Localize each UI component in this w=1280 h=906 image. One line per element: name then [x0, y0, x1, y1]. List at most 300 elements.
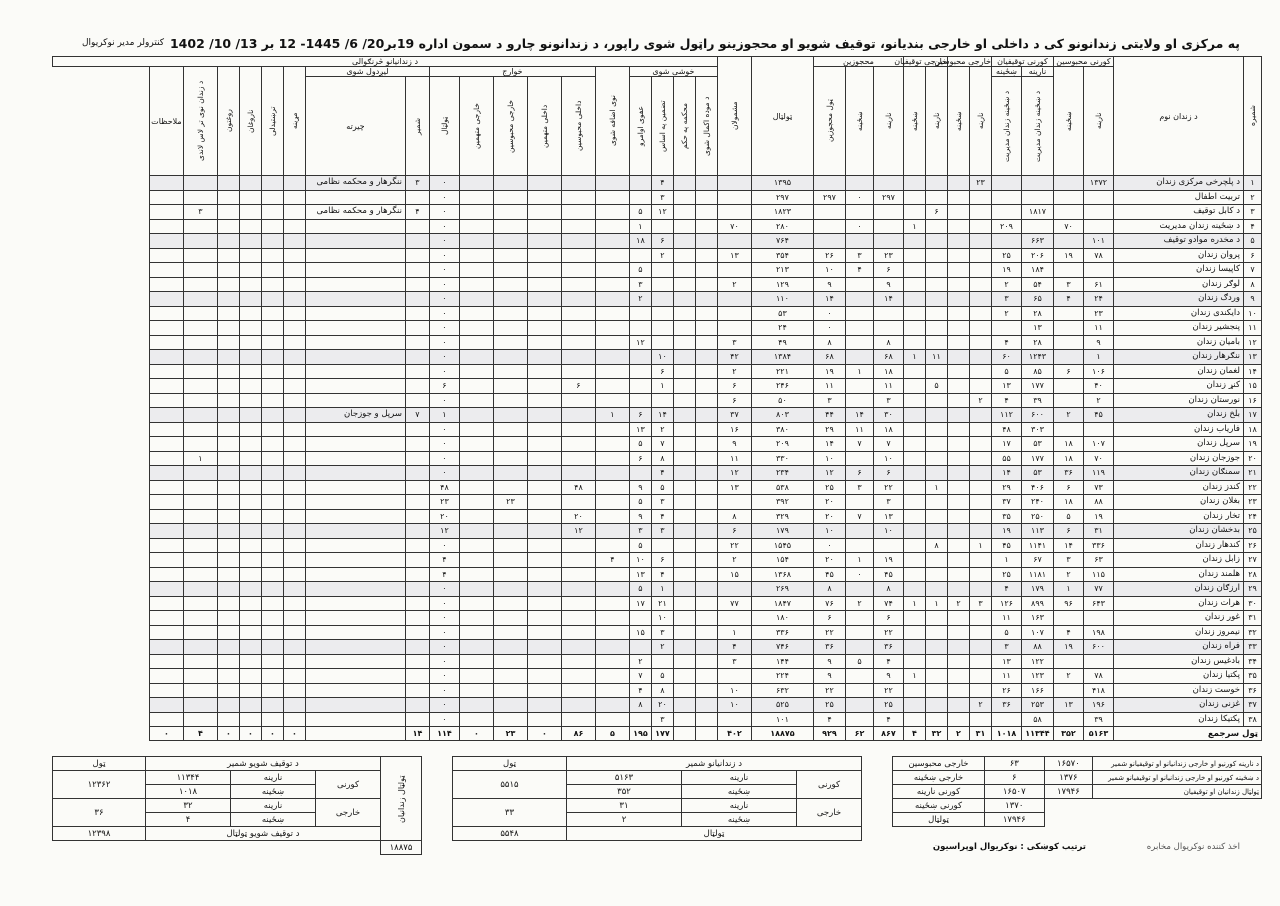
- cell-d: [283, 176, 305, 191]
- cell-fdm: [925, 263, 947, 278]
- cell-e2: [527, 190, 561, 205]
- cell-no: [149, 669, 183, 684]
- table-row: [53, 553, 1262, 568]
- cell-mas: ۱۱: [717, 451, 751, 466]
- cell-r1: [695, 683, 717, 698]
- cell-si: [239, 669, 261, 684]
- cell-fpw: [947, 466, 969, 481]
- cell-si: [239, 712, 261, 727]
- cell-e1: [561, 234, 595, 249]
- cell-si: [239, 625, 261, 640]
- cell-ddw: ۲۶: [991, 683, 1021, 698]
- cell-mw: ۷: [845, 509, 873, 524]
- cell-nm: [183, 698, 217, 713]
- cell-fdw: [903, 176, 925, 191]
- cell-r4: ۵: [629, 437, 651, 452]
- cell-r4: [629, 190, 651, 205]
- total-nm: ۴: [183, 727, 217, 741]
- cell-d: [283, 495, 305, 510]
- cell-new: [595, 234, 629, 249]
- cell-ddw: ۱۳: [991, 379, 1021, 394]
- right-domestic-label: کورنی: [316, 771, 381, 799]
- cell-n: ۱۷: [1244, 408, 1262, 423]
- cell-fpw: [947, 408, 969, 423]
- cell-tot: ۳۹۲: [751, 495, 813, 510]
- cell-ddm: ۱۷۹: [1021, 582, 1053, 597]
- cell-fdm: [925, 248, 947, 263]
- cell-r4: [629, 350, 651, 365]
- cell-mm: [873, 321, 903, 336]
- exit-dom-prisoners-header: داخلی محبوسین: [561, 77, 595, 176]
- cell-nm: [183, 350, 217, 365]
- cell-e4: [459, 625, 493, 640]
- cell-mas: [717, 234, 751, 249]
- cell-name: کاپیسا زندان: [1114, 263, 1244, 278]
- cell-r4: ۸: [629, 698, 651, 713]
- cell-n: ۱۰: [1244, 306, 1262, 321]
- cell-dw: ۲: [1053, 567, 1083, 582]
- cell-mt: ۲۶: [813, 248, 845, 263]
- cell-tc: [405, 683, 429, 698]
- total-d: ۰: [283, 727, 305, 741]
- cell-e1: [561, 364, 595, 379]
- cell-r3: ۲: [651, 422, 673, 437]
- cell-ho: [217, 698, 239, 713]
- cell-es: [261, 277, 283, 292]
- cell-fpm: [969, 437, 991, 452]
- cell-fpw: [947, 567, 969, 582]
- release-amnesty-header: عفوی اوامرو: [629, 77, 651, 176]
- cell-tc: [405, 495, 429, 510]
- cell-r3: [651, 306, 673, 321]
- cell-fdm: [925, 553, 947, 568]
- cell-ho: [217, 712, 239, 727]
- cell-r3: ۳: [651, 495, 673, 510]
- cell-mw: ۰: [845, 219, 873, 234]
- mid-foreign-total: ۳۳: [453, 799, 567, 827]
- cell-e2: [527, 350, 561, 365]
- cell-et: ۲۳: [429, 495, 459, 510]
- cell-mw: ۲: [845, 596, 873, 611]
- cell-et: ۰: [429, 640, 459, 655]
- cell-tc: [405, 640, 429, 655]
- cell-e2: [527, 553, 561, 568]
- cell-tw: [305, 640, 405, 655]
- cell-e4: [459, 176, 493, 191]
- table-row: [53, 596, 1262, 611]
- cell-es: [261, 582, 283, 597]
- cell-et: ۰: [429, 335, 459, 350]
- transferred-header: لیږدول شوی: [305, 67, 429, 77]
- cell-e4: [459, 567, 493, 582]
- cell-fpm: [969, 350, 991, 365]
- cell-fpw: [947, 640, 969, 655]
- cell-new: [595, 364, 629, 379]
- cell-name: لغمان زندان: [1114, 364, 1244, 379]
- cell-r3: ۸: [651, 683, 673, 698]
- cell-tw: [305, 379, 405, 394]
- right-domestic-men-value: ۱۱۳۴۴: [146, 771, 231, 785]
- cell-es: [261, 596, 283, 611]
- cell-et: ۰: [429, 437, 459, 452]
- cell-ddm: ۲۵۰: [1021, 509, 1053, 524]
- cell-e2: [527, 466, 561, 481]
- cell-e4: [459, 234, 493, 249]
- cell-si: [239, 582, 261, 597]
- cell-fdw: [903, 234, 925, 249]
- cell-mw: [845, 538, 873, 553]
- cell-fdw: [903, 640, 925, 655]
- cell-tc: [405, 698, 429, 713]
- cell-e4: [459, 292, 493, 307]
- cell-ho: [217, 321, 239, 336]
- cell-e1: [561, 248, 595, 263]
- cell-mm: ۶: [873, 466, 903, 481]
- new-month-header: د زندان نوی تر لاس لاندی: [183, 67, 217, 176]
- cell-e4: [459, 393, 493, 408]
- cell-mm: ۱۹: [873, 553, 903, 568]
- cell-e4: [459, 538, 493, 553]
- cell-fdm: ۱۱: [925, 350, 947, 365]
- cell-ddm: [1021, 190, 1053, 205]
- cell-new: [595, 567, 629, 582]
- cell-tw: [305, 683, 405, 698]
- cell-e4: [459, 364, 493, 379]
- table-row: [53, 364, 1262, 379]
- cell-ddm: [1021, 176, 1053, 191]
- cell-no: [149, 408, 183, 423]
- cell-e4: [459, 524, 493, 539]
- cell-name: زابل زندان: [1114, 553, 1244, 568]
- cell-n: ۱۹: [1244, 437, 1262, 452]
- cell-fdw: [903, 393, 925, 408]
- cell-e2: [527, 625, 561, 640]
- cell-r3: [651, 219, 673, 234]
- cell-e1: [561, 393, 595, 408]
- cell-r1: [695, 524, 717, 539]
- cell-tw: [305, 263, 405, 278]
- release-court-header: محکمه په حکم: [673, 77, 695, 176]
- cell-r1: [695, 292, 717, 307]
- cell-mm: ۳۰: [873, 408, 903, 423]
- cell-r4: [629, 611, 651, 626]
- cell-mm: ۳: [873, 495, 903, 510]
- cell-mas: ۳۷: [717, 408, 751, 423]
- total-new: ۵: [595, 727, 629, 741]
- cell-ddw: ۲: [991, 306, 1021, 321]
- cell-mw: ۱۴: [845, 408, 873, 423]
- cell-mas: [717, 205, 751, 220]
- cell-new: [595, 640, 629, 655]
- cell-e1: [561, 596, 595, 611]
- detainees-count-total-header: ټول: [53, 757, 146, 771]
- total-dw: ۳۵۲: [1053, 727, 1083, 741]
- cell-mt: ۳: [813, 393, 845, 408]
- cell-e3: [493, 234, 527, 249]
- cell-tw: [305, 335, 405, 350]
- cell-ho: [217, 683, 239, 698]
- cell-fpw: [947, 654, 969, 669]
- cell-ddw: ۵: [991, 364, 1021, 379]
- cell-r2: [673, 335, 695, 350]
- cell-dm: ۷۳: [1084, 480, 1114, 495]
- cell-ddw: ۱۱۲: [991, 408, 1021, 423]
- cell-e4: [459, 437, 493, 452]
- cell-ddm: ۲۸: [1021, 306, 1053, 321]
- cell-fdm: [925, 321, 947, 336]
- hospital-header: روغتون: [217, 67, 239, 176]
- cell-tot: ۱۷۹: [751, 524, 813, 539]
- cell-e1: [561, 669, 595, 684]
- cell-nm: [183, 509, 217, 524]
- cell-tot: ۱۵۴۵: [751, 538, 813, 553]
- cell-new: [595, 451, 629, 466]
- cell-dw: ۶: [1053, 364, 1083, 379]
- cell-tot: ۱۲۹: [751, 277, 813, 292]
- cell-mw: [845, 234, 873, 249]
- cell-e4: [459, 596, 493, 611]
- cell-e3: [493, 538, 527, 553]
- prisoners-count-header: د زندانیانو شمیر: [567, 757, 862, 771]
- cell-es: [261, 712, 283, 727]
- cell-r4: ۵: [629, 205, 651, 220]
- cell-name: تخار زندان: [1114, 509, 1244, 524]
- cell-mt: ۱۰: [813, 263, 845, 278]
- cell-es: [261, 625, 283, 640]
- cell-dm: [1084, 205, 1114, 220]
- cell-no: [149, 277, 183, 292]
- cell-name: پنجشیر زندان: [1114, 321, 1244, 336]
- cell-e4: [459, 306, 493, 321]
- cell-r2: [673, 509, 695, 524]
- cell-d: [283, 683, 305, 698]
- cell-mas: ۴: [717, 640, 751, 655]
- cell-si: [239, 611, 261, 626]
- cell-mw: [845, 292, 873, 307]
- cell-mm: [873, 176, 903, 191]
- cell-r4: ۱۸: [629, 234, 651, 249]
- cell-ho: [217, 567, 239, 582]
- cell-r3: [651, 335, 673, 350]
- cell-r1: [695, 698, 717, 713]
- cell-fpm: [969, 292, 991, 307]
- cell-dm: ۳۱: [1084, 524, 1114, 539]
- cell-e1: [561, 422, 595, 437]
- cell-nm: [183, 611, 217, 626]
- cell-fdm: [925, 509, 947, 524]
- cell-d: [283, 379, 305, 394]
- cell-name: کندهار زندان: [1114, 538, 1244, 553]
- cell-mm: ۷۴: [873, 596, 903, 611]
- cell-es: [261, 364, 283, 379]
- cell-es: [261, 654, 283, 669]
- cell-fdm: ۵: [925, 379, 947, 394]
- cell-et: ۰: [429, 393, 459, 408]
- cell-si: [239, 379, 261, 394]
- cell-e3: [493, 350, 527, 365]
- table-row: [53, 509, 1262, 524]
- cell-ho: [217, 408, 239, 423]
- total-r4: ۱۹۵: [629, 727, 651, 741]
- cell-et: ۱: [429, 408, 459, 423]
- cell-ddm: ۲۸: [1021, 335, 1053, 350]
- cell-fpw: ۲: [947, 596, 969, 611]
- cell-mas: ۹: [717, 437, 751, 452]
- cell-fpm: [969, 321, 991, 336]
- cell-tw: [305, 190, 405, 205]
- cell-tot: ۵۰: [751, 393, 813, 408]
- cell-r4: ۱۵: [629, 625, 651, 640]
- cell-si: [239, 248, 261, 263]
- cell-et: ۰: [429, 306, 459, 321]
- cell-tw: [305, 553, 405, 568]
- dd-women-sub-header: د ښځینه زندان مدیریت: [991, 77, 1021, 176]
- cell-name: نیمروز زندان: [1114, 625, 1244, 640]
- cell-fpw: [947, 277, 969, 292]
- cell-tw: [305, 234, 405, 249]
- cell-fpm: [969, 712, 991, 727]
- cell-mw: [845, 683, 873, 698]
- cell-fdm: [925, 712, 947, 727]
- cell-nm: [183, 190, 217, 205]
- cell-r2: [673, 712, 695, 727]
- cell-mt: ۲۰: [813, 495, 845, 510]
- cell-mas: ۶: [717, 393, 751, 408]
- cell-r1: [695, 495, 717, 510]
- cell-r2: [673, 263, 695, 278]
- cell-si: [239, 466, 261, 481]
- cell-dm: ۱: [1084, 350, 1114, 365]
- cell-mas: [717, 611, 751, 626]
- cell-r1: [695, 306, 717, 321]
- cell-es: [261, 451, 283, 466]
- total-r1: [695, 727, 717, 741]
- cell-e4: [459, 480, 493, 495]
- cell-si: [239, 408, 261, 423]
- cell-r2: [673, 393, 695, 408]
- cell-dm: ۱۱۹: [1084, 466, 1114, 481]
- cell-es: [261, 248, 283, 263]
- prisons-table: [52, 56, 1262, 741]
- cell-fpw: [947, 292, 969, 307]
- cell-ddm: ۱۲۲: [1021, 654, 1053, 669]
- cell-tot: ۸۰۳: [751, 408, 813, 423]
- cell-name: جوزجان زندان: [1114, 451, 1244, 466]
- cell-new: [595, 306, 629, 321]
- cell-tc: ۳: [405, 176, 429, 191]
- cell-fpw: [947, 495, 969, 510]
- cell-name: وردګ زندان: [1114, 292, 1244, 307]
- cell-new: [595, 509, 629, 524]
- cell-fdw: [903, 683, 925, 698]
- cell-name: خوست زندان: [1114, 683, 1244, 698]
- mid-domestic-men-label: نارینه: [682, 771, 797, 785]
- cell-es: [261, 567, 283, 582]
- domestic-prisoners-header: کورنی محبوسین: [1053, 57, 1113, 67]
- cell-new: [595, 437, 629, 452]
- cell-e1: [561, 582, 595, 597]
- cell-new: [595, 698, 629, 713]
- new-arrivals-header: نوی اضافه شوی: [595, 67, 629, 176]
- cell-es: [261, 422, 283, 437]
- cell-mw: [845, 524, 873, 539]
- cell-es: [261, 306, 283, 321]
- cell-mw: [845, 335, 873, 350]
- cell-ddw: ۵۵: [991, 451, 1021, 466]
- cell-et: ۰: [429, 422, 459, 437]
- mid-domestic-women-value: ۳۵۲: [567, 785, 682, 799]
- cell-dm: [1084, 190, 1114, 205]
- right-foreign-label: خارجی: [316, 799, 381, 827]
- cell-ddw: ۳۷: [991, 495, 1021, 510]
- cell-e4: [459, 422, 493, 437]
- controller-label: کنترولر مدیر نوکریوال: [82, 38, 165, 48]
- cell-fdm: [925, 292, 947, 307]
- cell-new: [595, 248, 629, 263]
- cell-fdw: [903, 422, 925, 437]
- cell-ho: [217, 495, 239, 510]
- cell-nm: [183, 364, 217, 379]
- cell-mas: ۷۷: [717, 596, 751, 611]
- fp-men-header: نارینه: [969, 67, 991, 176]
- cell-e4: [459, 350, 493, 365]
- cell-r2: [673, 408, 695, 423]
- cell-n: ۳۵: [1244, 669, 1262, 684]
- mahjuzin-men-header: نارینه: [873, 67, 903, 176]
- mid-domestic-men-value: ۵۱۶۳: [567, 771, 682, 785]
- table-row: [53, 451, 1262, 466]
- cell-mw: [845, 625, 873, 640]
- cell-n: ۱: [1244, 176, 1262, 191]
- cell-fpm: [969, 582, 991, 597]
- cell-nm: [183, 408, 217, 423]
- cell-mm: ۱۰: [873, 451, 903, 466]
- cell-dm: ۶۱: [1084, 277, 1114, 292]
- cell-e2: [527, 538, 561, 553]
- cell-ddw: ۳: [991, 640, 1021, 655]
- cell-tot: ۳۲۹: [751, 509, 813, 524]
- cell-name: بامیان زندان: [1114, 335, 1244, 350]
- cell-n: ۲۶: [1244, 538, 1262, 553]
- cell-name: پروان زندان: [1114, 248, 1244, 263]
- cell-mw: [845, 582, 873, 597]
- cell-name: تربیت اطفال: [1114, 190, 1244, 205]
- mid-foreign-women-value: ۲: [567, 813, 682, 827]
- cell-mm: [873, 538, 903, 553]
- cell-r1: [695, 263, 717, 278]
- cell-dm: ۹: [1084, 335, 1114, 350]
- cell-ddw: ۲۰۹: [991, 219, 1021, 234]
- cell-n: ۱۵: [1244, 379, 1262, 394]
- table-row: [53, 263, 1262, 278]
- cell-r2: [673, 596, 695, 611]
- right-domestic-total: ۱۲۳۶۲: [53, 771, 146, 799]
- cell-mt: ۴: [813, 712, 845, 727]
- cell-r2: [673, 451, 695, 466]
- cell-mas: ۱۳: [717, 480, 751, 495]
- cell-tc: [405, 219, 429, 234]
- cell-fpw: [947, 712, 969, 727]
- cell-r2: [673, 277, 695, 292]
- cell-ho: [217, 669, 239, 684]
- cell-es: [261, 640, 283, 655]
- cell-tot: ۴۹: [751, 335, 813, 350]
- cell-fdw: [903, 306, 925, 321]
- cell-fdw: [903, 451, 925, 466]
- cell-r1: [695, 567, 717, 582]
- cell-tw: [305, 654, 405, 669]
- cell-e3: [493, 306, 527, 321]
